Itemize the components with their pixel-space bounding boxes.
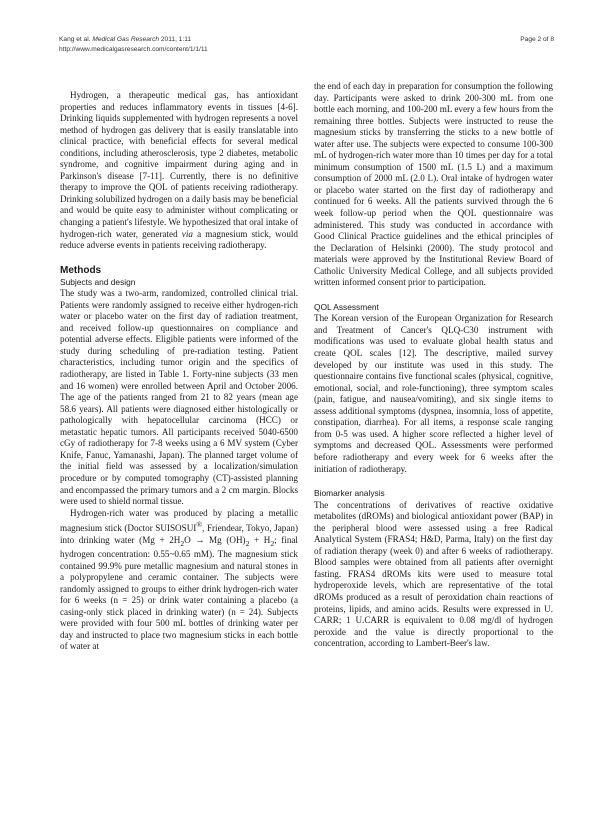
qol-paragraph: The Korean version of the European Organization for Research and Treatment of Cancer's QLQ-C30 instrument with modifications was used to evaluate global health status and create QOL scales [12]. The descriptive, mailed survey developed by our institute was used in this study. The questionnaire contains five functional scales (physical, cognitive, emotional, social, and role-functioning), three symptom scales (pain, fatigue, and nausea/vomiting), and six single items to assess additional symptoms (dyspnea, insomnia, loss of appetite, constipation, diarrhea). For all items, a response scale ranging from 0-5 was used. A higher score reflected a higher level of symptoms and decreased QOL. Assessments were performed before radiotherapy and every week for 6 weeks after the initiation of radiotherapy. [314, 313, 553, 474]
qol-heading: QOL Assessment [314, 301, 379, 312]
continued-paragraph: the end of each day in preparation for consumption the following day. Participants were asked to drink 200-300 mL from one bottle each morning, and 100-200 mL every a few hours from the remaining three bottles. Subjects were instructed to reuse the magnesium sticks by transferring the sticks to a new bottle of water after use. The subjects were expected to consume 100-300 mL of hydrogen-rich water more than 10 times per day for a total minimum consumption of 1500 mL (1.5 L) and a maximum consumption of 2000 mL (2.0 L). Oral intake of hydrogen water or placebo water started on the first day of radiotherapy and continued for 6 weeks. All the patients survived through the 6 week follow-up period when the QOL questionnaire was administered. This study was conducted in accordance with Good Clinical Practice guidelines and the ethical principles of the Declaration of Helsinki (2000). The study protocol and materials were approved by the Institutional Review Board of Catholic University Medical College, and all subjects provided written informed consent prior to participation. [314, 81, 553, 288]
hydrogen-water-paragraph: Hydrogen-rich water was produced by placing a metallic magnesium stick (Doctor SUISOSUI®, Friendear, Tokyo, Japan) into drinking water ($Mg + 2H_2O \to Mg$ $(OH)_2 + H_2$; final hydrogen concentration: 0.55~0.65 mM). The magnesium stick contained 99.9% pure metallic magnesium and natural stones in a polypropylene and ceramic container. The subjects were randomly assigned to groups to either drink hydrogen-rich water for 6 weeks (n = 25) or drink water containing a placebo (a casing-only stick placed in drinking water) (n = 24). Subjects were provided with four 500 mL bottles of drinking water per day and instructed to place two magnesium sticks in each bottle of water at [60, 507, 298, 652]
subjects-heading: Subjects and design [60, 276, 136, 287]
right-column [314, 81, 553, 650]
journal-name: Medical Gas Research [92, 36, 160, 43]
methods-heading: Methods [60, 264, 102, 276]
subjects-paragraph: The study was a two-arm, randomized, controlled clinical trial. Patients were randomly assigned to receive either hydrogen-rich water or placebo water on the first day of radiation treatment, and received follow-up questionnaires on compliance and potential adverse effects. Eligible patients were informed of the study during scheduling of pre-radiation testing. Patient characteristics, including tumor origin and the specifics of radiotherapy, are listed in Table 1. Forty-nine subjects (33 men and 16 women) were enrolled between April and October 2006. The age of the patients ranged from 21 to 82 years (mean age 58.6 years). All patients were diagnosed either histologically or pathologically with hepatocellular carcinoma (HCC) or metastatic hepatic tumors. All participants received 5040-6500 cGy of radiotherapy for 7-8 weeks using a 6 MV system (Cyber Knife, Fanuc, Yamanashi, Japan). The planned target volume of the initial field was assessed by a localization/simulation procedure or by computed tomography (CT)-assisted planning and encompassed the primary tumors and a 2 cm margin. Blocks were used to shield normal tissue. [60, 288, 298, 507]
citation: Kang et al. Medical Gas Research 2011, 1:11 [59, 36, 192, 43]
page-number: Page 2 of 8 [520, 36, 554, 43]
left-column [60, 90, 298, 653]
biomarker-heading: Biomarker analysis [314, 488, 385, 499]
header-left [59, 35, 208, 54]
article-url[interactable]: http://www.medicalgasresearch.com/content/1/1/11 [59, 45, 208, 53]
intro-paragraph: Hydrogen, a therapeutic medical gas, has antioxidant properties and reduces inflammatory events in tissues [4-6]. Drinking liquids supplemented with hydrogen represents a novel method of hydrogen gas delivery that is easily translatable into clinical practice, with beneficial effects for several medical conditions, including atherosclerosis, type 2 diabetes, metabolic syndrome, and cognitive impairment during aging and in Parkinson's disease [7-11]. Currently, there is no definitive therapy to improve the QOL of patients receiving radiotherapy. Drinking solubilized hydrogen on a daily basis may be beneficial and would be quite easy to administer without complicating or changing a patient's lifestyle. We hypothesized that oral intake of hydrogen-rich water, generated via a magnesium stick, would reduce adverse events in patients receiving radiotherapy. [60, 90, 298, 251]
biomarker-paragraph: The concentrations of derivatives of reactive oxidative metabolites (dROMs) and biological antioxidant power (BAP) in the peripheral blood were assessed using a free Radical Analytical System (FRAS4; H&D, Parma, Italy) on the first day of radiation therapy (week 0) and after 6 weeks of radiotherapy. Blood samples were obtained from all patients after overnight fasting. FRAS4 dROMs kits were used to measure total hydroperoxide levels, which are representative of the total dROMs produced as a result of peroxidation chain reactions of proteins, lipids, and amino acids. Results were expressed in U. CARR; 1 U.CARR is equivalent to 0.08 mg/dl of hydrogen peroxide and the value is directly proportional to the concentration, according to Lambert-Beer's law. [314, 499, 553, 649]
